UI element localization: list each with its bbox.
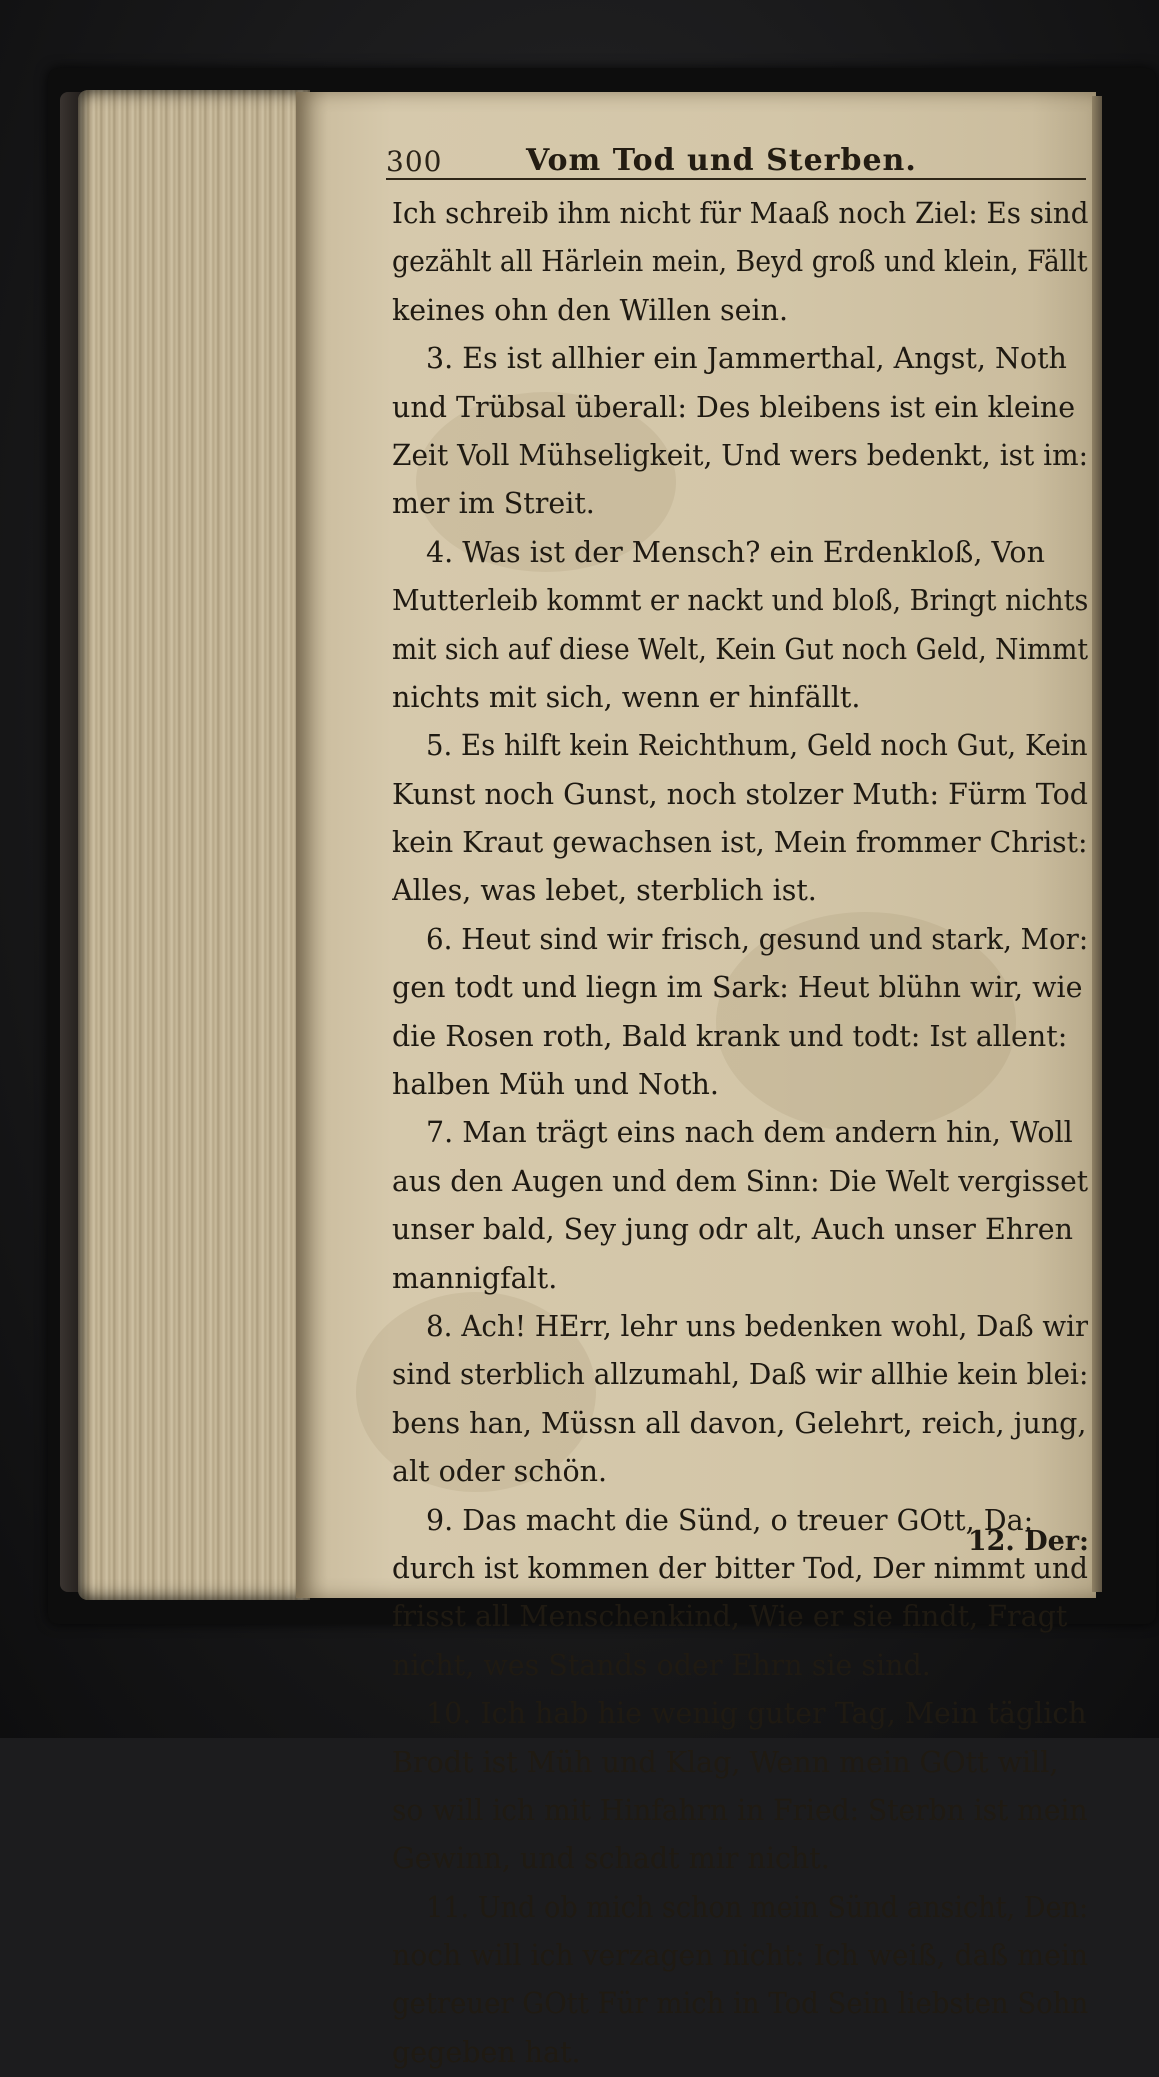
verse-start: 3. Es ist allhier ein Jammerthal, Angst, Noth xyxy=(426,342,1067,376)
running-head: Vom Tod und Sterben. xyxy=(526,143,917,178)
text-line: so will ich mit Hinfahrn in Fried: Sterbn ist mein xyxy=(392,1793,1088,1827)
text-line: getreuer GOtt Für mich in Tod Sein liebsten Sohn xyxy=(392,1987,1088,2021)
text-line: mannigfalt. xyxy=(392,1261,558,1295)
text-line: Ich schreib ihm nicht für Maaß noch Ziel: Es sind xyxy=(392,197,1088,230)
text-line: bens han, Müssn all davon, Gelehrt, reich, jung, xyxy=(392,1406,1087,1440)
text-line: kein Kraut gewachsen ist, Mein frommer Christ: xyxy=(392,826,1088,860)
text-line: Gewinn, und schadt mir nicht. xyxy=(392,1842,830,1876)
text-line: gezählt all Härlein mein, Beyd groß und klein, Fällt xyxy=(392,245,1088,279)
page-edges-stack xyxy=(78,90,310,1600)
text-line: aus den Augen und dem Sinn: Die Welt vergisset xyxy=(392,1164,1088,1198)
text-line: nichts mit sich, wenn er hinfällt. xyxy=(392,680,861,714)
header-rule xyxy=(386,178,1086,180)
text-line: Zeit Voll Mühseligkeit, Und wers bedenkt, ist im: xyxy=(392,438,1088,472)
text-line: unser bald, Sey jung odr alt, Auch unser Ehren xyxy=(392,1213,1073,1247)
verse-start: 7. Man trägt eins nach dem andern hin, Woll xyxy=(426,1116,1073,1150)
text-line: Brodt ist Müh und Klag, Wenn mein GOtt will, xyxy=(392,1745,1059,1779)
verse-start: 10. Ich hab hie wenig guter Tag, Mein täglich xyxy=(426,1697,1087,1731)
text-line: mit sich auf diese Welt, Kein Gut noch Geld, Nimmt xyxy=(392,632,1088,666)
text-line: mer im Streit. xyxy=(392,487,595,521)
text-line: sind sterblich allzumahl, Daß wir allhie kein blei: xyxy=(392,1358,1088,1392)
text-line: alt oder schön. xyxy=(392,1455,608,1489)
verse-start: 9. Das macht die Sünd, o treuer GOtt, Da: xyxy=(426,1503,1034,1537)
text-line: nicht, wes Stands oder Ehrn sie sind. xyxy=(392,1648,931,1682)
text-line: noch will ich verzagen nicht: Ich weiß, daß mein xyxy=(392,1939,1088,1973)
text-line: durch ist kommen der bitter Tod, Der nimmt und xyxy=(392,1551,1088,1585)
text-line: keines ohn den Willen sein. xyxy=(392,293,789,327)
hymn-text xyxy=(392,190,1088,2077)
text-line: Mutterleib kommt er nackt und bloß, Bringt nichts xyxy=(392,584,1088,618)
verse-start: 8. Ach! HErr, lehr uns bedenken wohl, Daß wir xyxy=(426,1309,1088,1343)
page-header xyxy=(386,128,1086,178)
verse-start: 4. Was ist der Mensch? ein Erdenkloß, Von xyxy=(426,535,1045,569)
page-number: 300 xyxy=(386,145,443,178)
text-line: gen todt und liegn im Sark: Heut blühn wir, wie xyxy=(392,971,1083,1005)
text-line: die Rosen roth, Bald krank und todt: Ist allent: xyxy=(392,1019,1068,1053)
text-line: Kunst noch Gunst, noch stolzer Muth: Fürm Tod xyxy=(392,777,1088,811)
text-line: und Trübsal überall: Des bleibens ist ein kleine xyxy=(392,390,1076,424)
page-fore-edge xyxy=(1092,96,1102,1592)
verse-start: 6. Heut sind wir frisch, gesund und stark, Mor: xyxy=(426,922,1088,956)
verse-start: 5. Es hilft kein Reichthum, Geld noch Gut, Kein xyxy=(426,729,1088,763)
verse-start: 11. Und ob mich schon mein Sünd ansicht, Den: xyxy=(426,1890,1088,1924)
text-line: halben Müh und Noth. xyxy=(392,1068,719,1102)
text-line: frisst all Menschenkind, Wie er sie findt, Fragt xyxy=(392,1600,1068,1634)
text-line: gegeben hat. xyxy=(392,2035,581,2069)
text-line: Alles, was lebet, sterblich ist. xyxy=(392,874,817,908)
catchword: 12. Der: xyxy=(967,1526,1089,1557)
